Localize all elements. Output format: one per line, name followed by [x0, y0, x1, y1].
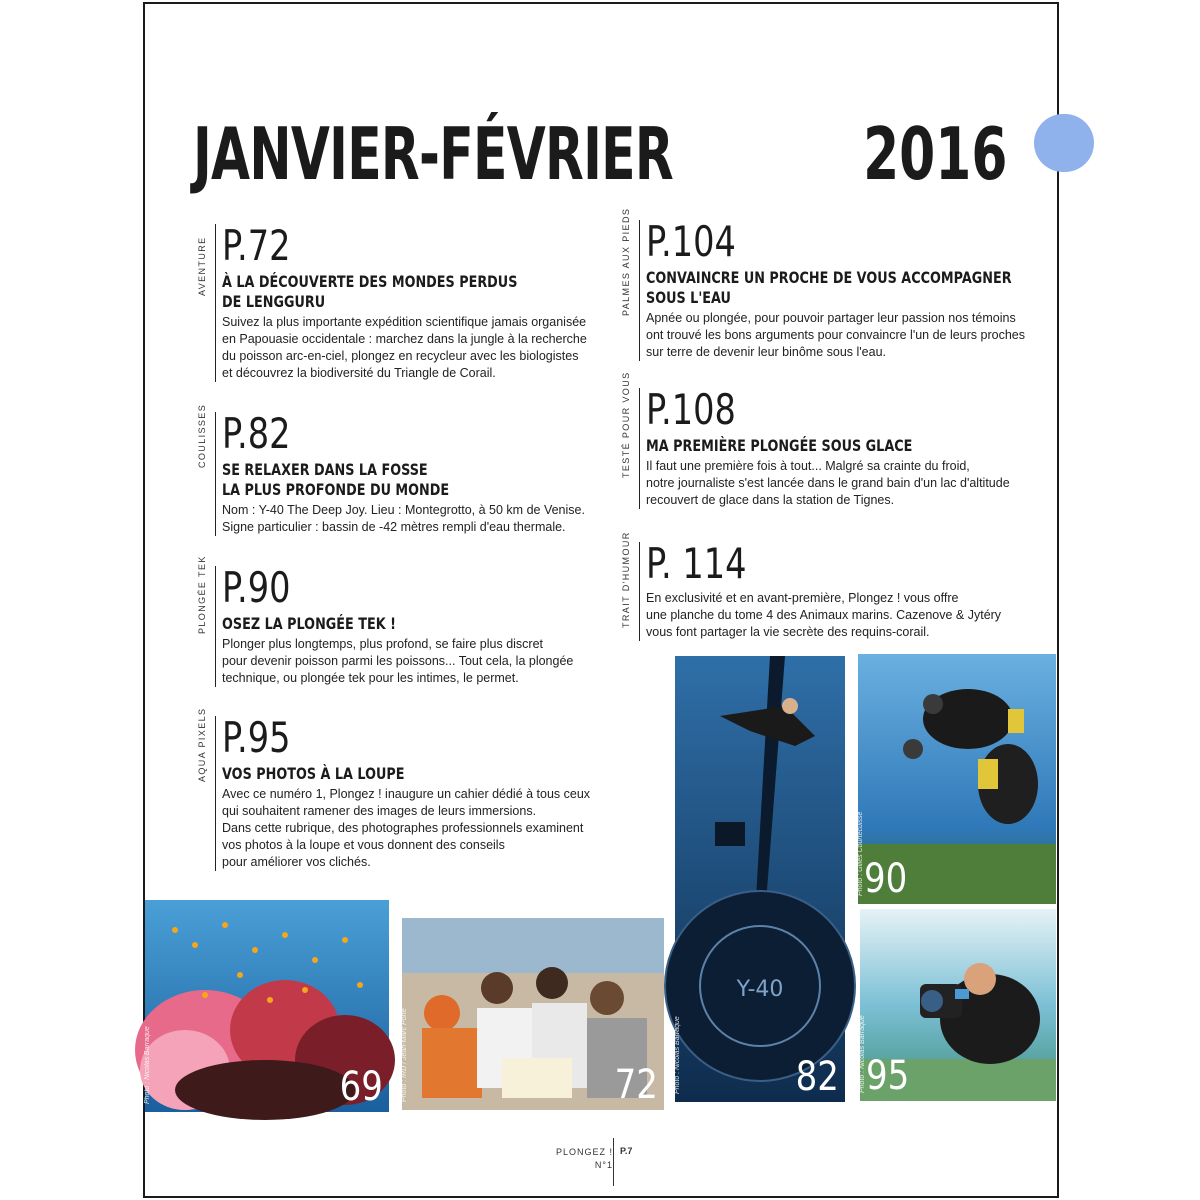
desc-line: Il faut une première fois à tout... Malgré sa crainte du froid,: [646, 459, 970, 473]
entry-page: P.82: [222, 409, 291, 458]
entry-category: PALMES AUX PIEDS: [621, 207, 631, 316]
desc-line: pour améliorer vos clichés.: [222, 855, 371, 869]
desc-line: Signe particulier : bassin de -42 mètres rempli d'eau thermale.: [222, 520, 566, 534]
entry-description: [222, 502, 642, 536]
entry-description: [646, 310, 1066, 361]
toc-entry-coulisses[interactable]: [197, 403, 617, 542]
photo-credit: Photo : IRD / Jean-Marc Porte: [401, 1008, 408, 1102]
headline-line: MA PREMIÈRE PLONGÉE SOUS GLACE: [646, 436, 913, 455]
entry-category: TRAIT D'HUMOUR: [621, 531, 631, 628]
entry-description: [222, 636, 642, 687]
headline-line: OSEZ LA PLONGÉE TEK !: [222, 614, 396, 633]
entry-headline: [646, 268, 1012, 308]
desc-line: sur terre de devenir leur binôme sous l'eau.: [646, 345, 887, 359]
headline-line: CONVAINCRE UN PROCHE DE VOUS ACCOMPAGNER: [646, 268, 1012, 287]
entry-category: PLONGÉE TEK: [197, 555, 207, 634]
headline-line: À LA DÉCOUVERTE DES MONDES PERDUS: [222, 272, 518, 291]
desc-line: en Papouasie occidentale : marchez dans la jungle à la recherche: [222, 332, 587, 346]
photo-page-number: 90: [864, 856, 908, 902]
magazine-page: [143, 2, 1059, 1198]
desc-line: notre journaliste s'est lancée dans le grand bain d'un lac d'altitude: [646, 476, 1010, 490]
headline-line: SE RELAXER DANS LA FOSSE: [222, 460, 428, 479]
desc-line: Avec ce numéro 1, Plongez ! inaugure un cahier dédié à tous ceux: [222, 787, 591, 801]
page-footer: [545, 1138, 665, 1190]
desc-line: recouvert de glace dans la station de Tignes.: [646, 493, 895, 507]
photo-underwater-photographer[interactable]: [860, 909, 1056, 1101]
photo-page-number: 69: [339, 1064, 383, 1110]
desc-line: vos photos à la loupe et vous donnent des conseils: [222, 838, 505, 852]
photo-credit: Photo : Nicolas Barraque: [144, 1026, 151, 1104]
entry-description: [222, 314, 642, 382]
toc-entry-teste-pour-vous[interactable]: [621, 371, 1041, 518]
photo-page-number: 95: [866, 1053, 910, 1099]
pool-image: [675, 656, 845, 1102]
photo-scientists-boat[interactable]: [402, 918, 664, 1110]
entry-page: P.108: [646, 385, 736, 434]
entry-description: [646, 458, 1066, 509]
entry-headline: [222, 614, 558, 634]
photo-credit: Photo : Gilles Courtecuisse: [857, 811, 864, 896]
toc-entry-plongee-tek[interactable]: [197, 555, 617, 696]
entry-page: P.90: [222, 563, 291, 612]
photo-credit: Photo : Nicolas Barraque: [859, 1015, 866, 1093]
entry-description: [222, 786, 642, 871]
desc-line: vous font partager la vie secrète des requins-corail.: [646, 625, 930, 639]
entry-headline: [222, 460, 558, 500]
desc-line: qui souhaitent ramener des images de leurs immersions.: [222, 804, 537, 818]
entry-category: AVENTURE: [197, 236, 207, 296]
entry-category: COULISSES: [197, 403, 207, 468]
page-tab-marker: [1034, 114, 1094, 172]
entry-page: P. 114: [646, 539, 747, 588]
footer-issue: N°1: [594, 1160, 613, 1170]
entry-category: AQUA PIXELS: [197, 707, 207, 782]
photo-credit: Photo : Nicolas Barraque: [674, 1016, 681, 1094]
toc-entry-palmes-aux-pieds[interactable]: [621, 207, 1041, 360]
entry-page: P.104: [646, 217, 736, 266]
desc-line: une planche du tome 4 des Animaux marins. Cazenove & Jytéry: [646, 608, 1002, 622]
desc-line: En exclusivité et en avant-première, Plongez ! vous offre: [646, 591, 959, 605]
desc-line: pour devenir poisson parmi les poissons... Tout cela, la plongée: [222, 654, 574, 668]
desc-line: et découvrez la biodiversité du Triangle de Corail.: [222, 366, 496, 380]
entry-description: [646, 590, 1001, 641]
photo-page-number: 72: [614, 1062, 658, 1108]
entry-headline: [222, 764, 558, 784]
entry-headline: [646, 436, 982, 456]
toc-entry-aqua-pixels[interactable]: [197, 707, 637, 876]
toc-entry-aventure[interactable]: [197, 221, 617, 384]
desc-line: Nom : Y-40 The Deep Joy. Lieu : Montegrotto, à 50 km de Venise.: [222, 503, 585, 517]
entry-page: P.95: [222, 713, 291, 762]
desc-line: ont trouvé les bons arguments pour convaincre l'un de leurs proches: [646, 328, 1025, 342]
footer-magazine-name: PLONGEZ !: [555, 1147, 613, 1157]
pool-sign-label: Y-40: [736, 977, 784, 1002]
photo-coral-reef[interactable]: [145, 900, 389, 1112]
footer-magazine: [556, 1146, 613, 1172]
entry-headline: [222, 272, 558, 312]
desc-line: technique, ou plongée tek pour les intimes, le permet.: [222, 671, 519, 685]
desc-line: Apnée ou plongée, pour pouvoir partager leur passion nos témoins: [646, 311, 1016, 325]
toc-entry-trait-d-humour[interactable]: [621, 531, 1041, 642]
desc-line: Plonger plus longtemps, plus profond, se faire plus discret: [222, 637, 544, 651]
desc-line: du poisson arc-en-ciel, plongez en recycleur avec les biologistes: [222, 349, 579, 363]
page-title: JANVIER-FÉVRIER: [193, 112, 674, 196]
photo-tek-divers[interactable]: [858, 654, 1056, 904]
footer-page-number: P.7: [620, 1146, 633, 1156]
entry-page: P.72: [222, 221, 291, 270]
photo-y40-pool[interactable]: [675, 656, 845, 1102]
headline-line: SOUS L'EAU: [646, 288, 731, 307]
entry-category: TESTÉ POUR VOUS: [621, 371, 631, 478]
headline-line: LA PLUS PROFONDE DU MONDE: [222, 480, 450, 499]
issue-year: 2016: [862, 112, 1007, 196]
desc-line: Dans cette rubrique, des photographes professionnels examinent: [222, 821, 584, 835]
footer-divider: [613, 1138, 614, 1186]
headline-line: VOS PHOTOS À LA LOUPE: [222, 764, 405, 783]
photo-page-number: 82: [795, 1054, 839, 1100]
desc-line: Suivez la plus importante expédition scientifique jamais organisée: [222, 315, 587, 329]
headline-line: DE LENGGURU: [222, 292, 326, 311]
